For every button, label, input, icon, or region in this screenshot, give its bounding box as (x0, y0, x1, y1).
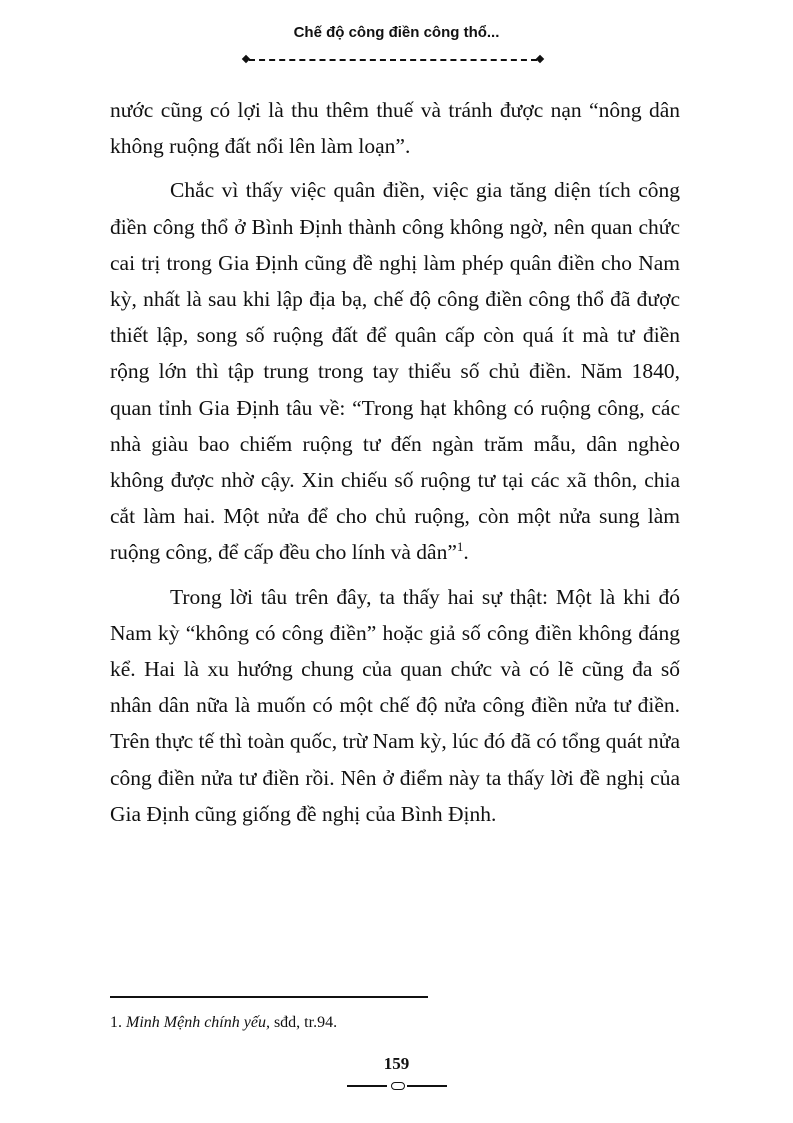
paragraph-1 (110, 92, 680, 164)
footnote-source-title: Minh Mệnh chính yếu, (126, 1014, 270, 1031)
dashed-line (249, 59, 537, 61)
ornament-line-left (347, 1085, 387, 1087)
paragraph-2 (110, 172, 680, 570)
ornament-knot (391, 1082, 405, 1090)
running-header: Chế độ công điền công thổ... (293, 24, 500, 41)
footnote-divider (110, 996, 428, 998)
footnote-number: 1. (110, 1014, 122, 1031)
page-number-ornament (347, 1082, 447, 1090)
body-text (110, 92, 680, 840)
paragraph-3 (110, 579, 680, 832)
footnote-reference[interactable]: 1 (456, 539, 464, 555)
paragraph-text: nước cũng có lợi là thu thêm thuế và tránh được nạn “nông dân không ruộng đất nổi lên làm loạn”. (110, 98, 680, 159)
footnote (110, 1014, 680, 1032)
page-number: 159 (383, 1054, 410, 1073)
header-ornament-rule (243, 56, 543, 64)
ornament-line-right (407, 1085, 447, 1087)
paragraph-end-punct: . (463, 540, 469, 565)
paragraph-text: Trong lời tâu trên đây, ta thấy hai sự thật: Một là khi đó Nam kỳ “không có công điền” hoặc giả số công điền không đáng kể. Hai là xu hướng chung của quan chức và có lẽ cũng đa số nhân dân nữa là muốn có một chế độ nửa công điền nửa tư điền. Trên thực tế thì toàn quốc, trừ Nam kỳ, lúc đó đã có tổng quát nửa công điền nửa tư điền rồi. Nên ở điểm này ta thấy lời đề nghị của Gia Định cũng giống đề nghị của Bình Định. (110, 584, 680, 826)
paragraph-text: Chắc vì thấy việc quân điền, việc gia tăng diện tích công điền công thổ ở Bình Định thành công không ngờ, nên quan chức cai trị trong Gia Định cũng đề nghị làm phép quân điền cho Nam kỳ, nhất là sau khi lập địa bạ, chế độ công điền công thổ đã được thiết lập, song số ruộng đất để quân cấp còn quá ít mà tư điền rộng lớn thì tập trung trong tay thiểu số chủ điền. Năm 1840, quan tỉnh Gia Định tâu về: “Trong hạt không có ruộng công, các nhà giàu bao chiếm ruộng tư đến ngàn trăm mẫu, dân nghèo không được nhờ cậy. Xin chiếu số ruộng tư tại các xã thôn, chia cắt làm hai. Một nửa để cho chủ ruộng, còn một nửa sung làm ruộng công, để cấp đều cho lính và dân” (110, 178, 680, 565)
ornament-diamond-right (536, 55, 544, 63)
footnote-source-detail: sđd, tr.94. (273, 1014, 338, 1031)
